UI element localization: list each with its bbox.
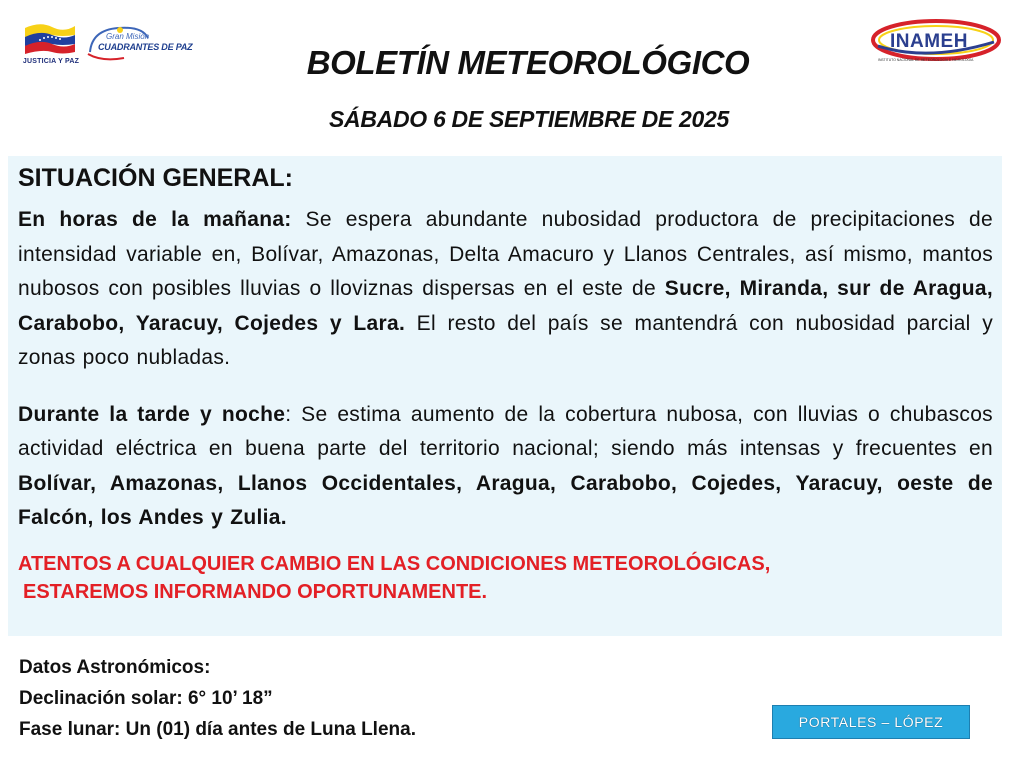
astronomical-data: [19, 652, 416, 745]
afternoon-forecast: [18, 398, 993, 536]
alert-message: [18, 550, 993, 606]
general-situation-heading: SITUACIÓN GENERAL:: [18, 164, 293, 192]
alert-line2: ESTAREMOS INFORMANDO OPORTUNAMENTE.: [23, 580, 488, 603]
afternoon-label: Durante la tarde y noche: [18, 402, 286, 426]
inameh-wordmark: INAMEH: [890, 31, 968, 52]
justicia-y-paz-caption: JUSTICIA Y PAZ: [22, 58, 80, 65]
solar-declination: Declinación solar: 6° 10’ 18”: [19, 688, 273, 709]
astronomical-heading: Datos Astronómicos:: [19, 657, 211, 678]
morning-regions: Sucre, Miranda, sur de Aragua, Carabobo, Yaracuy, Cojedes y Lara.: [18, 277, 993, 335]
afternoon-text: : Se estima aumento de la cobertura nubosa, con lluvias o chubascos actividad eléctrica en buena parte del territorio nacional; siendo más intensas y frecuentes en: [18, 402, 993, 460]
morning-label: En horas de la mañana:: [18, 208, 292, 231]
bulletin-title: BOLETÍN METEOROLÓGICO: [306, 44, 750, 81]
bulletin-date: SÁBADO 6 DE SEPTIEMBRE DE 2025: [328, 106, 729, 132]
morning-text-2: El resto del país se mantendrá con nubosidad parcial y zonas poco nubladas.: [18, 311, 993, 369]
portales-lopez-badge: PORTALES – LÓPEZ: [772, 705, 970, 739]
moon-phase: Fase lunar: Un (01) día antes de Luna Llena.: [19, 719, 416, 740]
gran-mision-line2: CUADRANTES DE PAZ: [98, 42, 193, 52]
gran-mision-line1: Gran Misión: [106, 32, 150, 41]
morning-text-1: Se espera abundante nubosidad productora de precipitaciones de intensidad variable en, Bolívar, Amazonas, Delta Amacuro y Llanos Centrales, así mismo, mantos nubosos con posibles lluvias o lloviznas dispersas en el este de: [18, 208, 993, 300]
afternoon-regions: Bolívar, Amazonas, Llanos Occidentales, Aragua, Carabobo, Cojedes, Yaracuy, oeste de Falcón, los Andes y Zulia.: [18, 471, 993, 529]
inameh-subtext: INSTITUTO NACIONAL DE METEOROLOGÍA E HIDROLOGÍA: [878, 58, 974, 62]
alert-line1: ATENTOS A CUALQUIER CAMBIO EN LAS CONDICIONES METEOROLÓGICAS,: [18, 552, 771, 575]
bulletin-header: [0, 0, 1024, 150]
morning-forecast: [18, 203, 993, 376]
general-situation-panel: [8, 156, 1002, 636]
